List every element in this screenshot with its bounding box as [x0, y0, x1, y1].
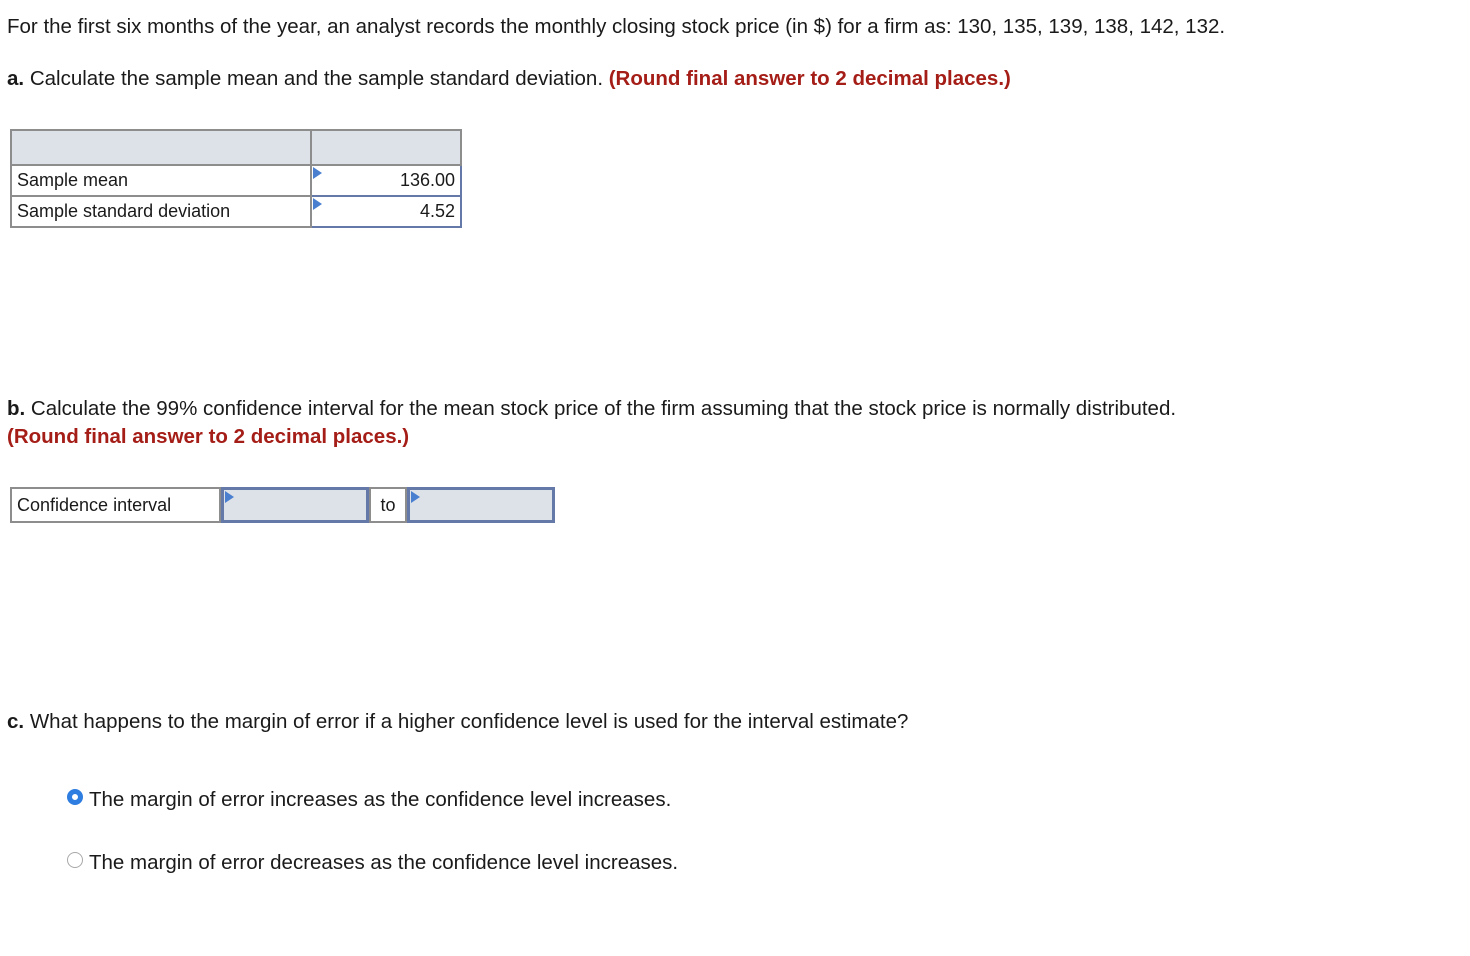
radio-option-label: The margin of error increases as the confidence level increases.	[89, 788, 672, 811]
table-header-cell	[11, 130, 311, 165]
table-header-cell	[311, 130, 461, 165]
table-row	[11, 165, 461, 196]
part-b-text: Calculate the 99% confidence interval for the mean stock price of the firm assuming that the stock price is normally distributed.	[30, 397, 1177, 420]
table-header-row	[11, 130, 461, 165]
part-c-prompt	[7, 708, 908, 736]
part-c-label: c.	[7, 710, 25, 733]
radio-selected-icon[interactable]	[68, 790, 82, 804]
question-intro: For the first six months of the year, an analyst records the monthly closing stock price (in $) for a firm as: 130, 135, 139, 138, 142, 132.	[7, 15, 1226, 38]
ci-lower-input[interactable]	[221, 487, 369, 523]
answer-flag-icon	[411, 491, 420, 503]
sample-mean-value: 136.00	[399, 170, 455, 190]
confidence-interval-label: Confidence interval	[10, 487, 221, 523]
part-b-label: b.	[7, 397, 26, 420]
part-b-rounding-note: (Round final answer to 2 decimal places.)	[7, 425, 410, 448]
sample-std-input[interactable]	[311, 196, 461, 227]
part-a-prompt	[7, 65, 1011, 93]
sample-mean-input[interactable]	[311, 165, 461, 196]
part-b-prompt	[7, 395, 1176, 423]
part-a-label: a.	[7, 67, 25, 90]
ci-upper-input[interactable]	[407, 487, 555, 523]
answer-flag-icon	[313, 167, 322, 179]
part-c-text: What happens to the margin of error if a higher confidence level is used for the interval estimate?	[29, 710, 909, 733]
radio-option-label: The margin of error decreases as the confidence level increases.	[89, 851, 679, 874]
answer-flag-icon	[225, 491, 234, 503]
part-a-answer-table	[10, 129, 462, 228]
sample-std-value: 4.52	[419, 201, 455, 221]
sample-mean-label: Sample mean	[11, 165, 311, 196]
part-a-text: Calculate the sample mean and the sample standard deviation.	[29, 67, 604, 90]
radio-unselected-icon[interactable]	[67, 852, 83, 868]
answer-flag-icon	[313, 198, 322, 210]
table-row	[11, 196, 461, 227]
confidence-interval-row	[10, 487, 555, 523]
ci-to-label: to	[369, 487, 407, 523]
radio-option-decreases[interactable]	[67, 851, 678, 875]
sample-std-label: Sample standard deviation	[11, 196, 311, 227]
radio-option-increases[interactable]	[67, 788, 671, 812]
part-a-rounding-note: (Round final answer to 2 decimal places.)	[608, 67, 1011, 90]
